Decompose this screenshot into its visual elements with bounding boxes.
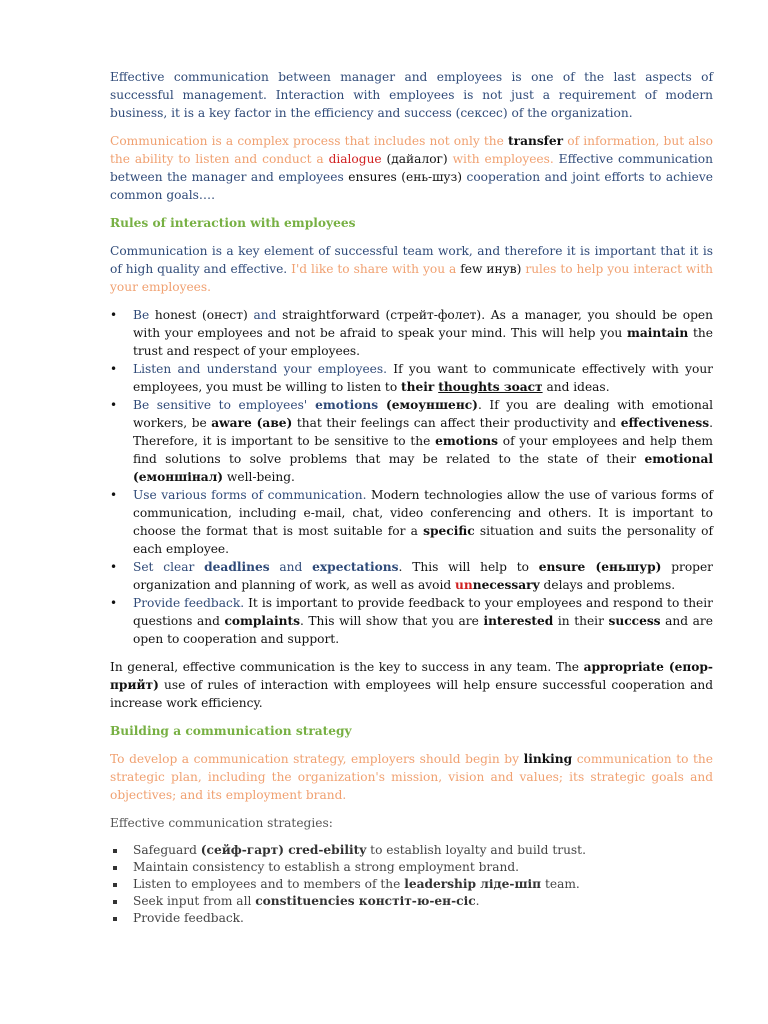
- text-run: Seek input from all: [133, 894, 256, 908]
- text-run: and ideas.: [542, 380, 610, 394]
- bold-transfer: transfer: [508, 134, 564, 148]
- list-item: Maintain consistency to establish a strong employment brand.: [110, 859, 713, 876]
- text-run: Safeguard: [133, 843, 201, 857]
- bold-word: (емоуншенс): [378, 398, 478, 412]
- text-run: I'd like to share with you a: [287, 262, 461, 276]
- text-run: If you want to communicate effectively with your employees, you must be willing to listen to: [133, 362, 713, 394]
- text-run: well-being.: [223, 470, 295, 484]
- text-run: . As a manager, you should be open with your employees and not be afraid to speak your mind. This will help you: [133, 308, 713, 340]
- bold-word: their: [401, 380, 435, 394]
- underlined-word: thoughts зоаст: [438, 380, 543, 394]
- text-run: that their feelings can affect their productivity and: [292, 416, 621, 430]
- text-run: cooperation and joint efforts to achieve common goals….: [110, 170, 713, 202]
- text-run: of information, but also the ability to listen and conduct a: [110, 134, 714, 166]
- bold-word: necessary: [472, 578, 540, 592]
- rules-list: [110, 306, 713, 648]
- strategies-list: [110, 842, 713, 927]
- heading-strategy: Building a communication strategy: [110, 724, 352, 738]
- text-run: Communication is a complex process that includes not only the: [110, 134, 509, 148]
- bold-word: complaints: [224, 614, 300, 628]
- list-item: [110, 396, 713, 486]
- bold-word: effectiveness: [620, 416, 710, 430]
- text-run: the trust and respect of your employees.: [133, 326, 713, 358]
- bold-word: emotional (емоншінал): [133, 452, 713, 484]
- text-run: rules to help you interact with your employees.: [110, 262, 714, 294]
- bold-word: (сейф-гарт) cred-ebility: [200, 843, 367, 857]
- text-run: proper organization and planning of work, as well as avoid: [133, 560, 714, 592]
- bold-word: emotions: [307, 398, 379, 412]
- text-run: . Therefore, it is important to be sensitive to the: [133, 416, 713, 448]
- text-run: team.: [541, 877, 580, 891]
- bold-word: aware (аве): [211, 416, 293, 430]
- intro-paragraph: Effective communication between manager and employees is one of the last aspects of successful management. Interaction with employees is not just a requirement of modern business, it is a key factor in the efficiency and success (сексес) of the organization.: [110, 70, 713, 120]
- text-run: with employees.: [447, 152, 554, 166]
- list-item: [110, 306, 713, 360]
- text-run: and are open to cooperation and support.: [133, 614, 713, 646]
- text-run: and: [269, 560, 313, 574]
- rules-intro-paragraph: [110, 242, 713, 296]
- list-item: [110, 486, 713, 558]
- dialogue-word: dialogue: [328, 152, 382, 166]
- list-item: [110, 842, 713, 859]
- text-run: communication to the strategic plan, including the organization's mission, vision and values; its strategic goals and objectives; and its employment brand.: [110, 752, 713, 802]
- text-run: Listen and understand your employees.: [133, 362, 388, 376]
- bold-word: appropriate (епор-прийт): [110, 660, 713, 692]
- communication-paragraph: [110, 132, 713, 204]
- text-run: In general, effective communication is the key to success in any team. The: [110, 660, 584, 674]
- ensures-word: ensures (ень-шуз): [348, 170, 462, 184]
- text-run: and: [247, 308, 277, 322]
- text-run: .: [475, 894, 480, 908]
- text-run: Be sensitive to employees': [133, 398, 308, 412]
- bold-word: specific: [423, 524, 475, 538]
- text-run: Be: [133, 308, 150, 322]
- few-word: few инув): [460, 262, 522, 276]
- text-run: straightforward (стрейт-фолет): [276, 308, 482, 322]
- document-body: [110, 68, 713, 937]
- text-run: Listen to employees and to members of the: [133, 877, 405, 891]
- text-run: situation and suits the personality of each employee.: [133, 524, 713, 556]
- text-run: . This will help to: [398, 560, 539, 574]
- text-run: in their: [553, 614, 609, 628]
- text-run: . If you are dealing with emotional workers, be: [133, 398, 714, 430]
- list-item: Provide feedback.: [110, 910, 713, 927]
- bold-word: deadlines: [204, 560, 270, 574]
- text-run: Modern technologies allow the use of various forms of communication, including e-mail, chat, video conferencing and others. It is important to choose the format that is most suitable for a: [133, 488, 713, 538]
- text-run: It is important to provide feedback to your employees and respond to their questions and: [133, 596, 713, 628]
- bold-word: maintain: [626, 326, 689, 340]
- conclusion-paragraph: [110, 658, 713, 712]
- text-run: Provide feedback.: [133, 596, 245, 610]
- bold-word: expectations: [312, 560, 399, 574]
- bold-word: constituencies констіт-ю-ен-сіс: [255, 894, 476, 908]
- text-run: of your employees and help them find solutions to solve problems that may be related to the state of their: [133, 434, 713, 466]
- text-run: Use various forms of communication.: [133, 488, 367, 502]
- list-item: [110, 893, 713, 910]
- bold-word: ensure (еньшур): [538, 560, 662, 574]
- text-run: use of rules of interaction with employees will help ensure successful cooperation and increase work efficiency.: [110, 678, 713, 710]
- strategy-paragraph: [110, 750, 713, 804]
- text-run: Effective communication between the manager and employees: [110, 152, 713, 184]
- bold-word: linking: [523, 752, 573, 766]
- text-run: honest (онест): [149, 308, 248, 322]
- text-run: Communication is a key element of successful team work, and therefore it is important that it is of high quality and effective.: [110, 244, 713, 276]
- text-run: . This will show that you are: [299, 614, 484, 628]
- dialogue-transcription: (дайалог): [381, 152, 448, 166]
- list-item: [110, 360, 713, 396]
- text-run: To develop a communication strategy, employers should begin by: [110, 752, 524, 766]
- list-item: [110, 594, 713, 648]
- list-item: [110, 876, 713, 893]
- text-run: Set clear: [133, 560, 205, 574]
- text-run: delays and problems.: [539, 578, 676, 592]
- bold-prefix: un: [455, 578, 473, 592]
- heading-rules: Rules of interaction with employees: [110, 216, 356, 230]
- bold-word: interested: [483, 614, 554, 628]
- text-run: to establish loyalty and build trust.: [366, 843, 586, 857]
- bold-word: leadership ліде-шіп: [404, 877, 542, 891]
- strategies-label: Effective communication strategies:: [110, 816, 333, 830]
- bold-word: success: [608, 614, 661, 628]
- bold-word: emotions: [435, 434, 498, 448]
- list-item: [110, 558, 713, 594]
